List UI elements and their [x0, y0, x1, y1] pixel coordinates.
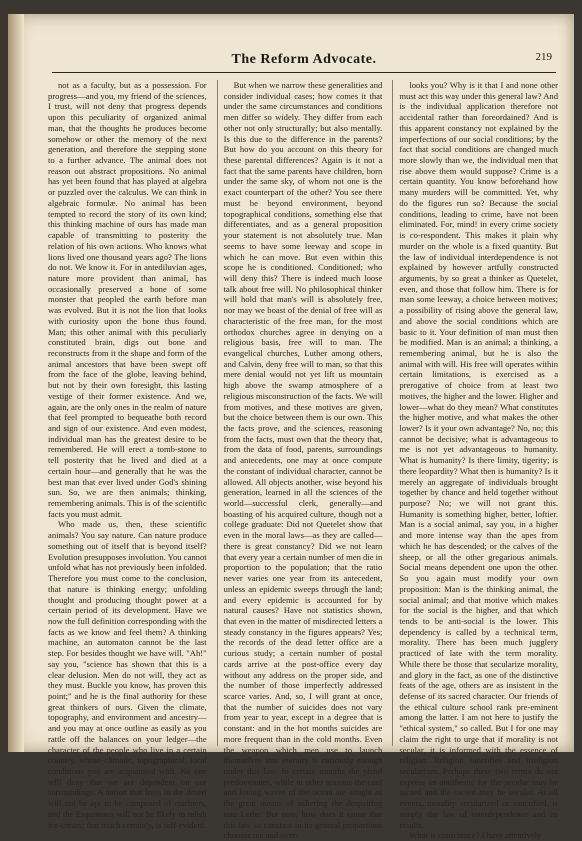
paragraph: not as a faculty, but as a possession. For progress—and you, my friend of the sciences, I trust, will not deny that progress depends upon this peculiarity of organized animal man, that the thoughts he produces become somehow or other the memory of the next generation, and therefore the stepping stone to a further advance. The animal does not reason out abstract propositions. No animal has yet been found that has played at algebra or puzzled over the calculus. We can think in algebraic formulæ. No animal has been tempted to record the story of its own kind; this thinking machine of ours has made man capable of transmitting to posterity the relation of his own actions. Who knows what lions lived one thousand years ago? The lions do not. We know it. For in antediluvian ages, nature more provident than animal, has occasionally preserved a bone of some monster that peopled the earth before man was evolved. But it is not the lion that looks with curiosity upon the bone thus found. Man; this other animal with this peculiarly constituted brain, digs out bone and reconstructs from it the shape and form of the animal ancestors that have been swept off from the face of the globe, leaving behind, but not by their own foresight, this lasting vestige of their former existence. And we, again, are the only ones in the realm of nature that feel prompted to bequeathe both record and sign of our existence. And even modest, individual man has the greatest desire to be remembered. He will erect a tomb-stone to tell posterity that he lived and died at a certain hour—and generally that he was the best man that ever lived under God's shining sun. So, we are then animals; thinking, remembering animals. This is of the scientific facts you must admit. [48, 80, 207, 519]
paragraph: But when we narrow these generalities and consider individual cases; how comes it that under the same circumstances and conditions men differ so widely. They differ from each other not only structurally; but also mentally. Is this due to the difference in the parents? But how do you account on this theory for these parental differences? Again is it not a fact that the same parents have children, born under the same sky, of whom not one is the exact counterpart of the other? You see there must be beyond environment, beyond topographical conditions, something else that differentiates, and as a general proposition your statement is not absolutely true. Man seems to have some leeway and scope in which he can move. But even within this scope he is conditioned. Conditioned; who will deny this? There is indeed much loose talk about free will. No philosophical thinker will hold that man's will is absolutely free, nor may we boast of the denial of free will as characteristic of the free man, for the most orthodox churches agree in denying on a religious basis, free will to man. The evangelical churches, Luther among others, and Calvin, deny free will to man, so that this mere denial would not yet lift us mountain high above the swamp atmosphere of a religious misconstruction of the facts. We will from motives, and these motives are given, but the choice between them is our own. This the facts prove, and the sciences, reasoning from the facts, must own that the theory that, from the data of food, parents, surroundings and antecedents, one may at once compute the constant of individual character, cannot be allowed. All objects another, wise beyond his generation, learned in all the sciences of the world—successful clerk, generally—and boasting of his acquired culture, though not a college graduate: Did not Quetelet show that even in the moral laws—as they are called—there is great constancy? Did we not learn that every year a certain number of men die in proportion to the population; that the ratio never varies one year from its antecedent, unless an epidemic sweeps through the land; and every epidemic is accounted for by natural causes? Have not statistics shown, that even in the matter of misdirected letters a steady constancy in the figures appears? Yes; the records of the dead letter office are a curious study; a certain number of postal cards arrive at the post-office every day without any address on the proper side, and the number of those imperfectly addressed scarce varies. And, so, I will grant at once, that the number of suicides does not vary from year to year, except in a degree that is constant: and in the hot months suicides are more frequent than in the cold months. Even the weapon which men use to launch themselves into eternity is curiously enough under this law. In certain months the pistol predominates, while in other seasons the cool and loving waves of the ocean are sought as the great means of ushering the despairing into Lethe. But now, how does it come that this law so constant in its general proportions chooses me and over- [223, 80, 383, 841]
publication-title: The Reform Advocate. [231, 52, 377, 67]
text-column-2 [217, 80, 383, 841]
text-column-1 [48, 80, 207, 830]
page-header [52, 36, 556, 73]
page-binding-gutter [8, 14, 24, 752]
text-columns [48, 80, 559, 841]
text-column-3 [392, 80, 559, 841]
page-number: 219 [535, 51, 552, 63]
paragraph: looks you? Why is it that I and none other must act this way under this general law? And is the individual application therefore not accidental rather than foreordained? And is this apparent constancy not explained by the imperfections of our social conditions; by the fact that social conditions are changed much more slowly than we, the individual men that rise above them would suppose? Crime is a certain quantity. You know beforehand how many murders will be committed. Yet, why do the figures run so? Because the social conditions, leading to crime, have not been eliminated. For, mind! in every crime society is co-respondent. This makes it plain why murder on the whole is a fixed quantity. But the law of individual interdependence is not explained by however artfully constructed arguments, by so great a thinker as Quetelet, even, and those that follow him. There is for man some leeway, a choice between motives; a possibility of rising above the general law, and above the social conditions which are basic to it. Your definition of man must then be modified. Man is an animal; a thinking, a remembering animal, but he is also the animal with will. His free will operates within certain limitations, is exercised as a prerogative of choice from at least two motives, the higher and the lower. Higher and lower—what do they mean? What constitutes the higher motive, and what makes the other lower? Is it your own advantage? No, no; this cannot be decisive; what is advantageous to me is not yet advantageous to humanity. What is humanity? Is there limity, tigerity; is there leopardity? What then is humanity? Is it merely an aggregate of individuals brought together by chance and held together without purpose? No; we will not grant this. Humanity is something higher, better, loftier. Man is a social animal, say you, in a higher and more intense way than the apes from which he has descended; or the calves of the sheep, or all the other gregarious animals. Social means dependent one upon the other. So you again must modify your own proposition: Man is the thinking animal, the social animal; and that motive which makes for the social is the higher, and that which tends to be anti-social is the lower. This dependency is called by a technical term, morality. There has been much jugglery practiced of late with the term morality. While there be those that secularize morality, and glory in the fact, as one of the distinctive feats of the age, others are as insistent in the defense of its sacred character. Our friends of the ethical culture school rank pre-eminent among the latter. I am not here to justify the "ethical system," so called. But I for one may claim the right to urge that if morality is not secular, it is informed with the essence of religion. Religion sanctifies and irreligion secularizes. Perhaps these two terms do not express an antithesis; for the secular may be sacred and the sacred may be secular. At all events, morality secularized or sanctified, is simply the law of interdependence and its results. [399, 80, 559, 830]
paragraph: Who made us, then, these scientific animals? You say nature. Can nature produce something out of itself that is beyond itself? Evolution presupposes involution. You cannot unfold what has not previously been infolded. Therefore you must come to the conclusion, that nature is thinking energy; unfolding thought and producing thought power at a certain period of its development. Have we now the full definition corresponding with the facts as we know and feel them? A thinking machine, an automaton cannot be the last step. For besides thought we have will. "Ah!" say you, "science has shown that this is a clear delusion. Men do not will, they act as they must. Buckle you know, has proven this point;" and he is the final authority for these great thinkers of ours. Given the climate, topography, and environment and ancestry—and you may at once outline as easily as you rattle off the balances on your ledger—the character of the people who live in a certain country, whose climatic, topographical, local conditions you are acquainted with. No one will deny that we are dependent on our surroundings. A nation that lives in the desert will not be apt to be composed of mariners, and the Esquimaux will not be likely to relish ice-cream; that much certain'y, is self-evident. [48, 519, 207, 830]
paragraph: What is conscience? I have attentively [409, 830, 542, 841]
magazine-page [8, 14, 574, 841]
